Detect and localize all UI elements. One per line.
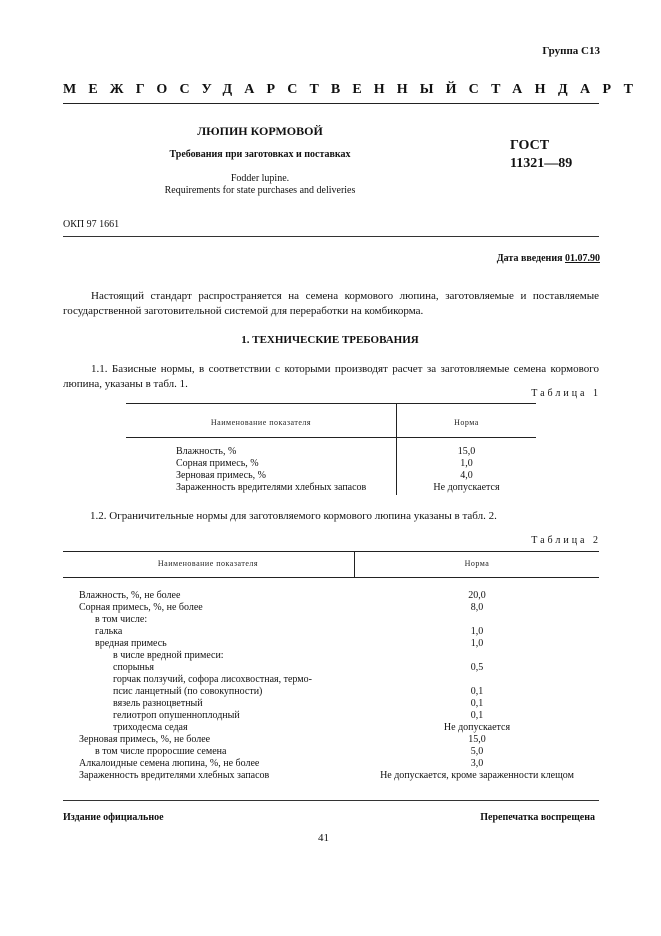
table2-row-name: Влажность, %, не более xyxy=(79,590,181,601)
table2-row-value: 5,0 xyxy=(470,746,484,757)
table1-row-name: Сорная примесь, % xyxy=(176,458,259,469)
table2-values xyxy=(355,590,599,782)
effective-date xyxy=(497,253,600,264)
table2-row-name: в том числе: xyxy=(95,614,148,625)
table2-row-value: 8,0 xyxy=(470,602,484,613)
paragraph-1-1: 1.1. Базисные нормы, в соответствии с которыми производят расчет за заготовляемые семена кормового люпина, указаны в табл. 1. xyxy=(63,363,599,390)
gost-number: 11321—89 xyxy=(510,156,573,171)
table2-row-value: 0,1 xyxy=(470,698,484,709)
table2-row-name: вязель разноцветный xyxy=(113,698,203,709)
table2-row-value: 1,0 xyxy=(470,638,484,649)
table2-row-value: Не допускается, кроме зараженности клещом xyxy=(380,770,574,781)
table2-row-value: Не допускается xyxy=(443,722,511,733)
table2-row-name: спорынья xyxy=(113,662,155,673)
table2-row-name: псис ланцетный (по совокупности) xyxy=(113,686,263,697)
section-title: 1. ТЕХНИЧЕСКИЕ ТРЕБОВАНИЯ xyxy=(241,334,419,346)
table2-row-name: Зерновая примесь, %, не более xyxy=(79,734,211,745)
table2-row-name: горчак ползучий, софора лисохвостная, термо- xyxy=(113,674,312,685)
gost-label: ГОСТ xyxy=(510,138,550,153)
table2-top-rule xyxy=(63,551,599,552)
banner-word-interstate: МЕЖГОСУДАРСТВЕННЫЙ xyxy=(63,82,469,97)
table2-row-value xyxy=(355,614,599,626)
table2-label: Таблица 2 xyxy=(531,535,601,546)
table2-row-name: Зараженность вредителями хлебных запасов xyxy=(79,770,270,781)
table2-divider xyxy=(354,551,355,577)
document-subtitle: Требования при заготовках и поставках xyxy=(169,149,351,160)
table2-row-value: 0,1 xyxy=(470,686,484,697)
table2-row-value: 0,1 xyxy=(470,710,484,721)
table1-row-value: 4,0 xyxy=(460,470,473,481)
table2-row-value: 3,0 xyxy=(470,758,484,769)
table2-row-name: галька xyxy=(95,626,123,637)
table1-values xyxy=(397,446,536,494)
okp-code: ОКП 97 1661 xyxy=(63,219,120,230)
table2-row-value: 1,0 xyxy=(470,626,484,637)
banner-word-standard: СТАНДАРТ xyxy=(468,82,646,97)
document-title: ЛЮПИН КОРМОВОЙ xyxy=(197,124,323,138)
banner-rule xyxy=(63,103,599,104)
english-title-line1: Fodder lupine. xyxy=(230,173,290,184)
table2-row-name: гелиотроп опушенноплодный xyxy=(113,710,240,721)
table2-col-name: Наименование показателя xyxy=(157,559,259,568)
table1-row-name: Влажность, % xyxy=(176,446,237,457)
table2-row-name: триходесма седая xyxy=(113,722,188,733)
table2-row-name: вредная примесь xyxy=(95,638,167,649)
table1-row-name: Зерновая примесь, % xyxy=(176,470,266,481)
header-rule xyxy=(63,236,599,237)
table2-row-value: 20,0 xyxy=(468,590,486,601)
table1-col-norm: Норма xyxy=(454,418,479,427)
paragraph-1-2: 1.2. Ограничительные нормы для заготовляемого кормового люпина указаны в табл. 2. xyxy=(90,510,497,522)
table2-col-norm: Норма xyxy=(464,559,490,568)
date-value: 01.07.90 xyxy=(565,253,600,264)
table1-body xyxy=(176,446,366,494)
table1-row-value: 1,0 xyxy=(460,458,473,469)
table1-row-value: 15,0 xyxy=(457,446,476,457)
page-number: 41 xyxy=(318,832,329,844)
table2-row-value xyxy=(355,650,599,662)
gost-designation xyxy=(510,137,572,173)
table1-col-name: Наименование показателя xyxy=(210,418,312,427)
table2-row-value: 0,5 xyxy=(470,662,484,673)
official-edition-note: Издание официальное xyxy=(63,812,164,823)
reprint-prohibited-note: Перепечатка воспрещена xyxy=(480,812,595,823)
english-title-line2: Requirements for state purchases and deliveries xyxy=(164,185,356,196)
intro-paragraph: Настоящий стандарт распространяется на семена кормового люпина, заготовляемые и поставляемые государственной заготовительной системой для переработки на комбикорма. xyxy=(63,290,599,317)
table2-row-name: в числе вредной примеси: xyxy=(113,650,224,661)
table1-label: Таблица 1 xyxy=(531,388,601,399)
table2-row-name: в том числе проросшие семена xyxy=(95,746,227,757)
table2-header-rule xyxy=(63,577,599,578)
date-label: Дата введения xyxy=(496,253,565,264)
table2-body xyxy=(79,590,312,782)
table1-row-value: Не допускается xyxy=(433,482,500,493)
table1-top-rule xyxy=(126,403,536,404)
table2-row-value: 15,0 xyxy=(468,734,486,745)
group-code: Группа С13 xyxy=(542,45,600,57)
footer-rule xyxy=(63,800,599,801)
table1-row-name: Зараженность вредителями хлебных запасов xyxy=(176,482,367,493)
table2-row-name: Сорная примесь, %, не более xyxy=(79,602,203,613)
standard-banner xyxy=(63,82,646,98)
table2-row-value xyxy=(355,674,599,686)
table1-header-rule xyxy=(126,437,536,438)
table2-row-name: Алкалоидные семена люпина, %, не более xyxy=(79,758,260,769)
